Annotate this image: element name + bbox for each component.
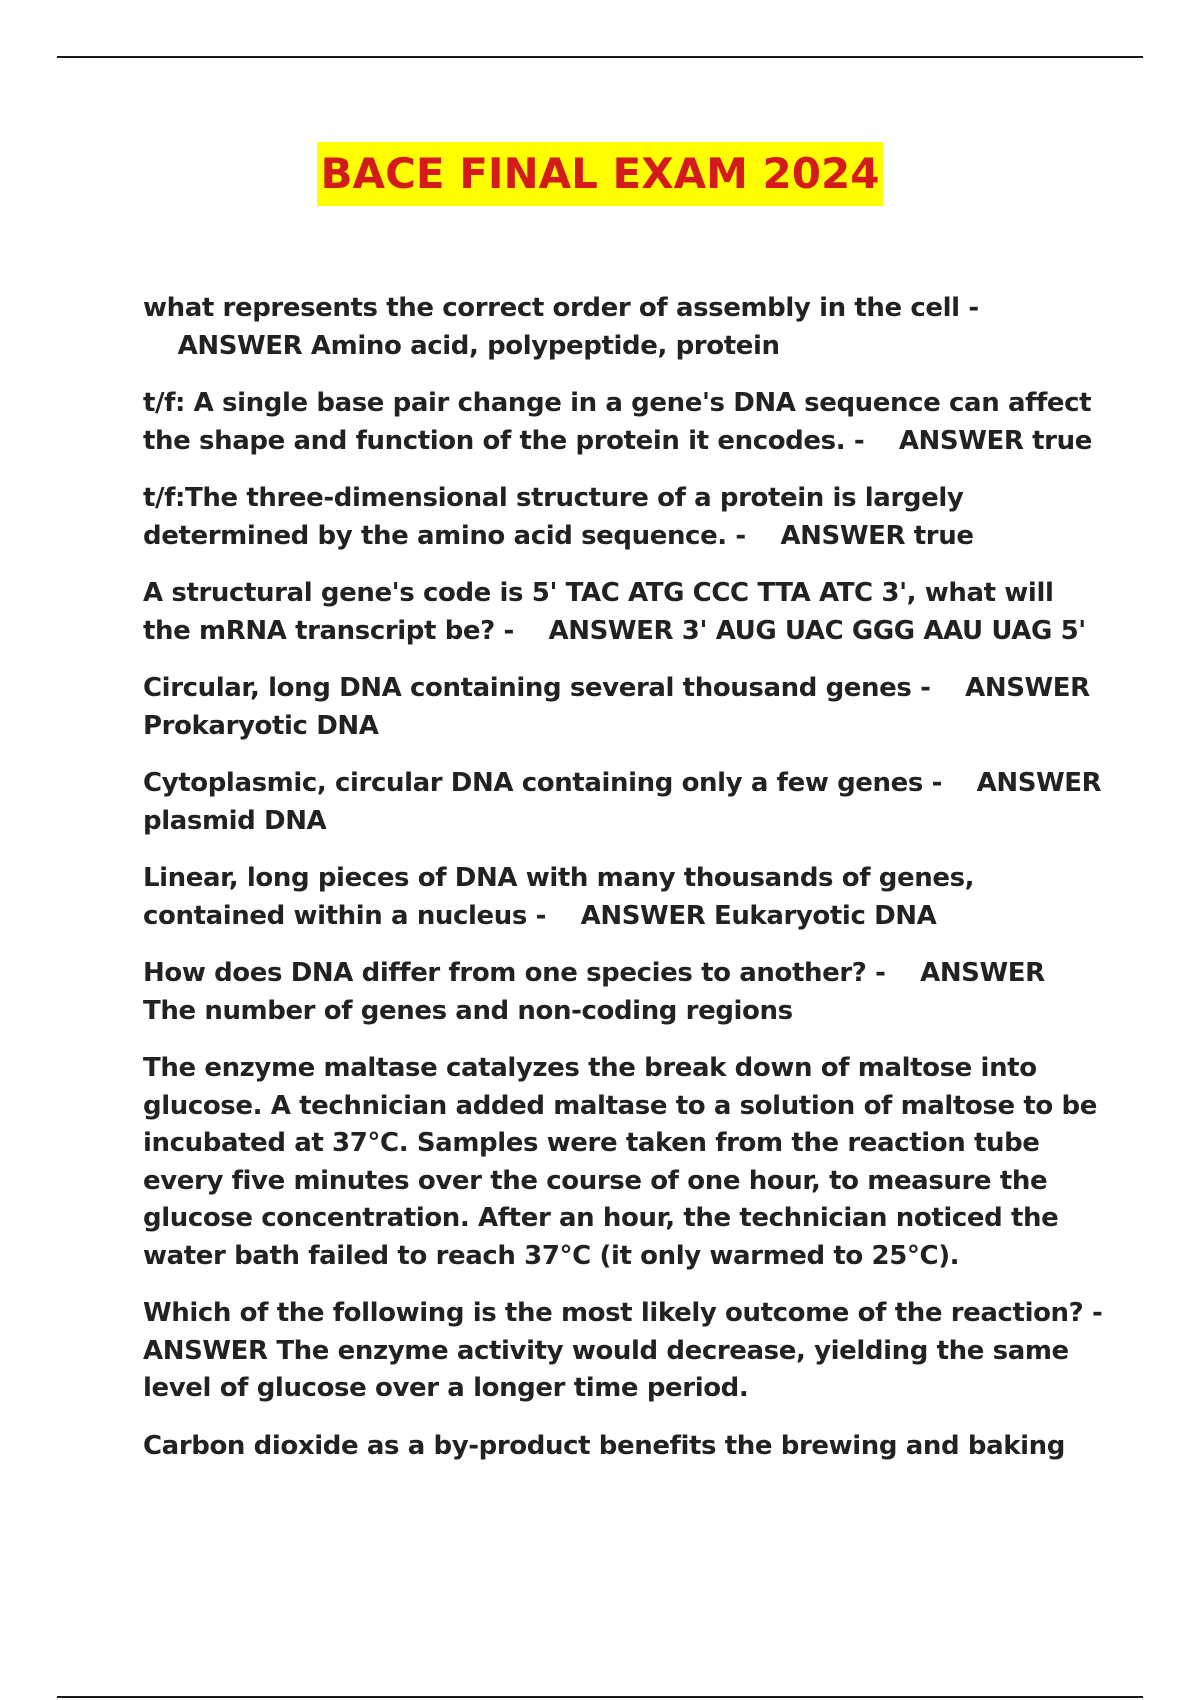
question-text: How does DNA differ from one species to another? - xyxy=(143,958,886,988)
passage-paragraph: The enzyme maltase catalyzes the break down of maltose into glucose. A technician added maltase to a solution of maltose to be incubated at 37°C. Samples were taken from the reaction tube every five minutes over the course of one hour, to measure the glucose concentration. After an hour, the technician noticed the water bath failed to reach 37°C (it only warmed to 25°C). xyxy=(143,1053,1097,1271)
page-title: BACE FINAL EXAM 2024 xyxy=(317,142,884,206)
question-text: t/f: A single base pair change in a gene's DNA sequence can affect the shape and function of the protein it encodes. - xyxy=(143,388,1092,456)
question-text: t/f:The three-dimensional structure of a protein is largely determined by the amino acid sequence. - xyxy=(143,483,964,551)
qa-item xyxy=(143,480,1103,555)
answer-text: ANSWER The number of genes and non-coding regions xyxy=(143,958,1045,1026)
answer-text: ANSWER plasmid DNA xyxy=(143,768,1102,836)
answer-text: ANSWER true xyxy=(780,520,974,551)
qa-item xyxy=(143,290,1103,365)
qa-item xyxy=(143,670,1103,745)
bottom-rule xyxy=(57,1696,1143,1698)
qa-item xyxy=(143,575,1103,650)
answer-text: ANSWER Eukaryotic DNA xyxy=(580,900,937,931)
title-container xyxy=(0,142,1200,206)
question-text: Which of the following is the most likely outcome of the reaction? - xyxy=(143,1298,1103,1328)
answer-text: ANSWER Amino acid, polypeptide, protein xyxy=(177,330,780,361)
answer-text: ANSWER The enzyme activity would decrease, yielding the same level of glucose over a longer time period. xyxy=(143,1335,1069,1403)
answer-text: ANSWER Prokaryotic DNA xyxy=(143,673,1090,741)
qa-item xyxy=(143,1295,1103,1408)
qa-item xyxy=(143,860,1103,935)
qa-item xyxy=(143,955,1103,1030)
qa-item xyxy=(143,765,1103,840)
question-text: Linear, long pieces of DNA with many thousands of genes, contained within a nucleus - xyxy=(143,863,975,931)
answer-text: ANSWER 3' AUG UAC GGG AAU UAG 5' xyxy=(548,615,1086,646)
top-rule xyxy=(57,56,1143,58)
answer-text: ANSWER true xyxy=(898,425,1092,456)
question-text: what represents the correct order of assembly in the cell - xyxy=(143,293,979,323)
qa-item xyxy=(143,385,1103,460)
question-text: Cytoplasmic, circular DNA containing only a few genes - xyxy=(143,768,942,798)
question-text: A structural gene's code is 5' TAC ATG CCC TTA ATC 3', what will the mRNA transcript be? - xyxy=(143,578,1054,646)
qa-list xyxy=(143,290,1103,1485)
trailing-question-text: Carbon dioxide as a by-product benefits the brewing and baking xyxy=(143,1430,1065,1461)
question-text: Circular, long DNA containing several thousand genes - xyxy=(143,673,931,703)
